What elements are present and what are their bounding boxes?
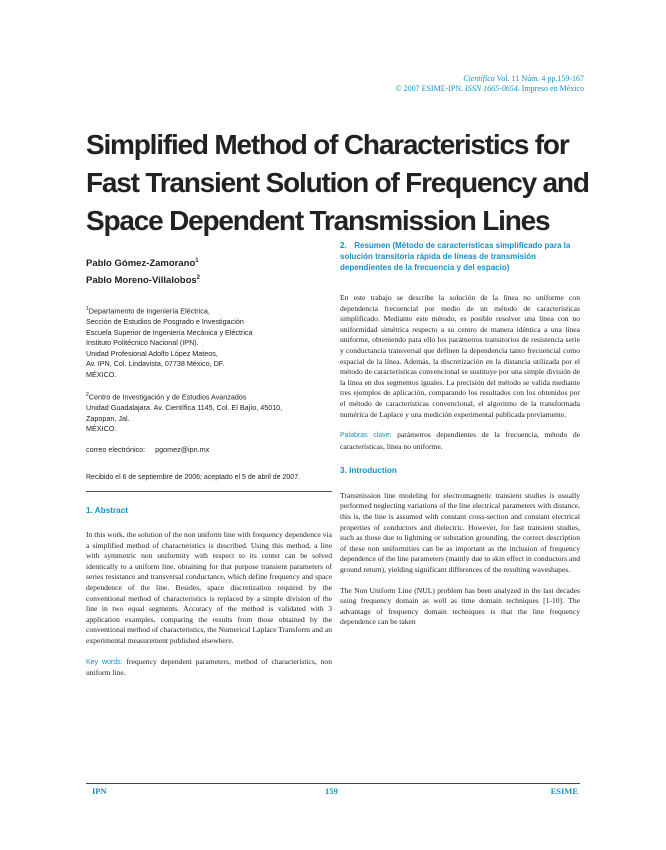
email-address[interactable]: pgomez@ipn.mx <box>155 444 210 454</box>
affiliation-2-line: Zapopan, Jal. <box>86 413 130 423</box>
introduction-paragraph-2: The Non Uniform Line (NUL) problem has been analyzed in the last decades using frequency domain as well as time domain techniques [1-10]. The advantage of frequency domain techniques is that the line frequency dependence can be taken <box>340 585 580 627</box>
abstract-heading: 1. Abstract <box>86 505 129 515</box>
received-date: Recibido el 6 de septiembre de 2006; aceptado el 5 de abril de 2007. <box>86 473 301 481</box>
copyright: © 2007 ESIME-IPN. <box>395 84 464 93</box>
author-name: Pablo Gómez-Zamorano <box>86 258 196 270</box>
printed-in: Impreso en México <box>521 84 584 93</box>
copyright-line <box>395 84 584 94</box>
introduction-paragraph-1: Transmission line modeling for electromagnetic transient studies is usually performed neglecting variations of the line electrical parameters with distance, this is, the line is assumed with constant cross-section and constant electrical properties of conductors and dielectric. However, for fast transient studies, such as those due to lightning or substation grounding, the correct description of these non uniformities can be as important as the inclusion of frequency dependence of the line parameters (mainly due to skin effect in conductors and ground return), yielding significant differences of the resulting waveshapes. <box>340 490 580 574</box>
affiliation-1-line: Escuela Superior de Ingeniería Mecánica y Eléctrica <box>86 327 253 337</box>
affiliation-1-line: Sección de Estudios de Posgrado e Investigación <box>86 317 244 327</box>
right-column <box>340 240 580 628</box>
paper-title: Simplified Method of Characteristics for Fast Transient Solution of Frequency and Space Dependent Transmission Lines <box>86 129 589 236</box>
author-mark: 1 <box>195 258 199 264</box>
affiliation-1-line <box>86 304 332 317</box>
resumen-text: En este trabajo se describe la solución de la línea no uniforme con dependencia frecuencial por medio de un método de características simplificado. Mediante este método, es posible resolver una línea con no uniformidad simétrica respecto a su centro de manera idéntica a una línea uniforme, obteniendo para ello los parámetros transitorios de resistencia serie y conductancia transversal que definen la dependencia tanto frecuencial como espacial de la línea. Además, la discretización en la distancia utilizada por el método de características convencional se sustituye por una simple división de la línea en dos segmentos iguales. La precisión del método se valida mediante tres ejemplos de aplicación, comparando los resultados con los obtenidos por el método de características convencional, el algoritmo de la transformada numérica de Laplace y una medición experimental publicada previamente. <box>340 293 580 419</box>
resumen-heading <box>340 240 580 273</box>
left-column <box>86 254 332 679</box>
author-2 <box>86 271 332 288</box>
affiliation-1-line: MÉXICO. <box>86 369 117 379</box>
affiliation-text: Departamento de Ingeniería Eléctrica, <box>88 306 210 316</box>
abstract-text: In this work, the solution of the non uniform line with frequency dependence via a simplified method of characteristics is described. Using this method, a line with symmetric non uniformity with respect to its center can be solved identically to a uniform line, obtaining for that purpose transient parameters of series resistance and transversal conductance, which define frequency and space dependence of the line. Besides, space discretization required by the conventional method of characteristics is replaced by a simple division of the line in two equal segments. Accuracy of the method is validated with 3 application examples, comparing the results from those obtained by the conventional method of characteristics, the Numerical Laplace Transform and an experimental measurement published elsewhere. <box>86 530 332 646</box>
affiliation-1-line: Av. IPN, Col. Lindavista, 07738 México, DF. <box>86 359 225 369</box>
author-mark: 2 <box>196 275 201 282</box>
affiliation-mark: 2 <box>86 392 89 399</box>
email-label: correo electrónico: <box>86 444 146 454</box>
affiliation-2-line <box>86 390 332 403</box>
journal-citation <box>395 74 584 84</box>
affiliation-2-line: Unidad Guadalajara. Av. Científica 1145, Col. El Bajío, 45010, <box>86 403 283 413</box>
divider <box>86 491 332 492</box>
affiliation-mark: 1 <box>86 306 89 313</box>
author-name: Pablo Moreno-Villalobos <box>86 275 197 287</box>
affiliation-1-line: Instituto Politécnico Nacional (IPN). <box>86 338 199 348</box>
journal-header <box>395 74 584 94</box>
author-1 <box>86 254 332 271</box>
resumen-heading-text: Resumen (Método de características simplificado para la solución transitoria rápida de líneas de transmisión dependientes de la frecuencia y del espacio) <box>340 241 571 272</box>
footer-right: ESIME <box>550 786 578 796</box>
keywords-label: Palabras clave: <box>340 432 392 440</box>
section-number: 2. <box>340 241 347 250</box>
affiliations <box>86 304 332 434</box>
footer-left: IPN <box>92 786 107 796</box>
affiliation-2-line: MÉXICO. <box>86 424 117 434</box>
journal-name: Científica <box>463 74 495 83</box>
email-line <box>86 445 332 455</box>
resumen-keywords <box>340 430 580 452</box>
keywords-text: parámetros dependientes de la frecuencia, método de características, línea no uniforme. <box>340 430 580 451</box>
affiliation-1-line: Unidad Profesional Adolfo López Mateos, <box>86 348 218 358</box>
page-number: 159 <box>325 786 338 796</box>
volume-info: Vol. 11 Núm. 4 pp.159-167 <box>496 74 584 83</box>
keywords-label: Key words: <box>86 658 123 666</box>
introduction-heading: 3. Introduction <box>340 466 397 476</box>
affiliation-text: Centro de Investigación y de Estudios Avanzados <box>88 392 247 402</box>
abstract-keywords <box>86 657 332 679</box>
footer-divider <box>86 783 580 784</box>
keywords-text: frequency dependent parameters, method of characteristics, non uniform line. <box>86 656 332 678</box>
issn: ISSN 1665-0654. <box>465 84 520 93</box>
